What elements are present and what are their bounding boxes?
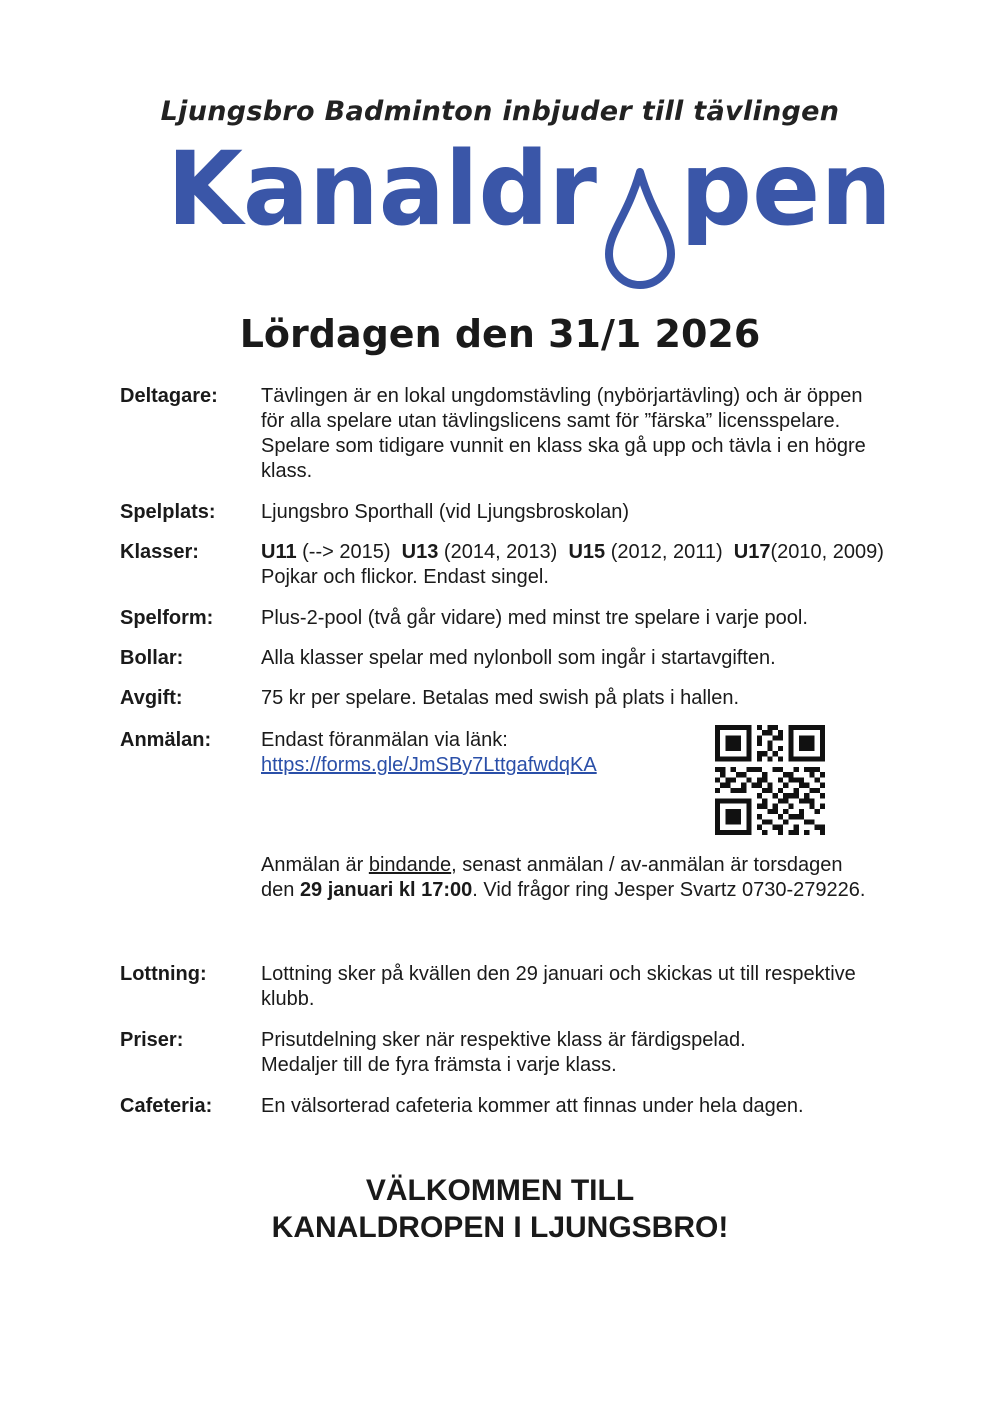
value-spelplats: Ljungsbro Sporthall (vid Ljungsbroskolan) (261, 501, 629, 523)
anmalan-line: Endast föranmälan via länk: (261, 729, 508, 751)
note-text: den (261, 879, 300, 901)
deltagare-line: för alla spelare utan tävlingslicens samt för ”färska” licensspelare. (261, 410, 841, 432)
value-avgift: 75 kr per spelare. Betalas med swish på plats i hallen. (261, 687, 740, 709)
anmalan-note-line (261, 878, 941, 903)
welcome-line: KANALDROPEN I LJUNGSBRO! (271, 1211, 729, 1244)
value-spelform: Plus-2-pool (två går vidare) med minst tre spelare i varje pool. (261, 607, 808, 629)
label-anmalan: Anmälan: (120, 729, 212, 751)
label-bollar: Bollar: (120, 647, 184, 669)
value-anmalan (261, 728, 941, 778)
welcome-message (0, 1172, 1000, 1246)
class-u13-years: (2014, 2013) (438, 541, 558, 563)
water-drop-icon (609, 172, 671, 285)
class-u11-years: (--> 2015) (296, 541, 391, 563)
note-bindande: bindande (368, 854, 452, 876)
priser-line: Medaljer till de fyra främsta i varje klass. (261, 1054, 617, 1076)
class-u17: U17 (733, 541, 771, 563)
value-anmalan-note (261, 853, 941, 903)
label-cafeteria: Cafeteria: (120, 1095, 213, 1117)
kanaldropen-logo (165, 132, 905, 292)
klasser-line: Pojkar och flickor. Endast singel. (261, 566, 549, 588)
label-deltagare: Deltagare: (120, 385, 218, 407)
priser-line: Prisutdelning sker när respektive klass är färdigspelad. (261, 1029, 746, 1051)
label-spelform: Spelform: (120, 607, 214, 629)
class-u15: U15 (568, 541, 606, 563)
event-date-heading: Lördagen den 31/1 2026 (239, 312, 761, 356)
lottning-line: Lottning sker på kvällen den 29 januari och skickas ut till respektive (261, 963, 856, 985)
class-u11: U11 (261, 541, 297, 563)
lottning-line: klubb. (261, 988, 315, 1010)
anmalan-note-line (261, 853, 941, 878)
note-deadline: 29 januari kl 17:00 (299, 879, 473, 901)
deltagare-line: Spelare som tidigare vunnit en klass ska gå upp och tävla i en högre (261, 435, 866, 457)
label-lottning: Lottning: (120, 963, 207, 985)
note-text: Anmälan är (261, 854, 369, 876)
note-text: . Vid frågor ring Jesper Svartz 0730-279226. (472, 879, 866, 901)
label-avgift: Avgift: (120, 687, 183, 709)
value-lottning (261, 962, 941, 1012)
deltagare-line: Tävlingen är en lokal ungdomstävling (nybörjartävling) och är öppen (261, 385, 863, 407)
label-spelplats: Spelplats: (120, 501, 216, 523)
value-bollar: Alla klasser spelar med nylonboll som ingår i startavgiften. (261, 647, 776, 669)
value-deltagare (261, 384, 941, 484)
class-u13: U13 (401, 541, 439, 563)
subtitle: Ljungsbro Badminton inbjuder till tävlingen (160, 96, 840, 127)
klasser-line (261, 540, 941, 565)
label-klasser: Klasser: (120, 541, 199, 563)
value-cafeteria: En välsorterad cafeteria kommer att finnas under hela dagen. (261, 1095, 804, 1117)
logo-text-left: Kanaldr (167, 132, 597, 249)
class-u15-years: (2012, 2011) (605, 541, 723, 563)
welcome-line: VÄLKOMMEN TILL (365, 1174, 635, 1207)
class-u17-years: (2010, 2009) (770, 541, 884, 563)
qr-code-icon[interactable] (715, 725, 825, 835)
deltagare-line: klass. (261, 460, 313, 482)
value-priser (261, 1028, 941, 1078)
registration-link[interactable]: https://forms.gle/JmSBy7LttgafwdqKA (261, 754, 597, 776)
value-klasser (261, 540, 941, 590)
note-text: , senast anmälan / av-anmälan är torsdagen (451, 854, 843, 876)
label-priser: Priser: (120, 1029, 184, 1051)
logo-text-right: pen (680, 132, 892, 249)
row-deltagare (120, 384, 940, 484)
